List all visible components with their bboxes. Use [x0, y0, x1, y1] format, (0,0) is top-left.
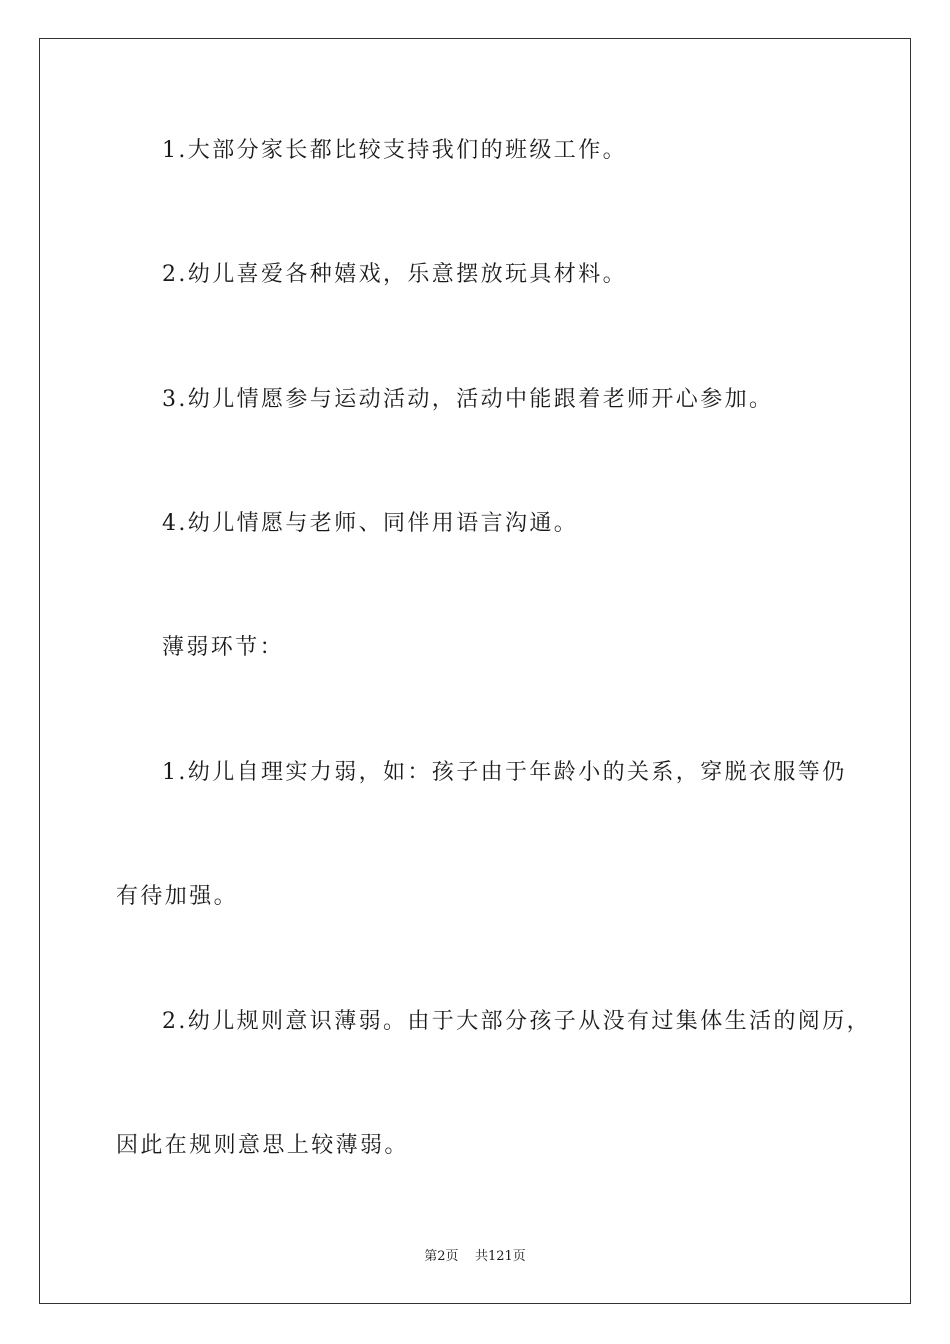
paragraph-6-line-2: 因此在规则意思上较薄弱。: [116, 1133, 409, 1158]
paragraph-5-line-1: 1.幼儿自理实力弱，如：孩子由于年龄小的关系，穿脱衣服等仍: [162, 760, 847, 785]
page-number: 第2页 共121页: [424, 1249, 526, 1264]
paragraph-1: 1.大部分家长都比较支持我们的班级工作。: [162, 138, 627, 163]
paragraph-6-line-1: 2.幼儿规则意识薄弱。由于大部分孩子从没有过集体生活的阅历，: [162, 1009, 871, 1034]
section-heading: 薄弱环节：: [162, 635, 285, 660]
paragraph-5-line-2: 有待加强。: [116, 884, 239, 909]
paragraph-2: 2.幼儿喜爱各种嬉戏，乐意摆放玩具材料。: [162, 262, 627, 287]
paragraph-4: 4.幼儿情愿与老师、同伴用语言沟通。: [162, 511, 579, 536]
paragraph-3: 3.幼儿情愿参与运动活动，活动中能跟着老师开心参加。: [162, 387, 774, 412]
page-border: [39, 38, 911, 1304]
